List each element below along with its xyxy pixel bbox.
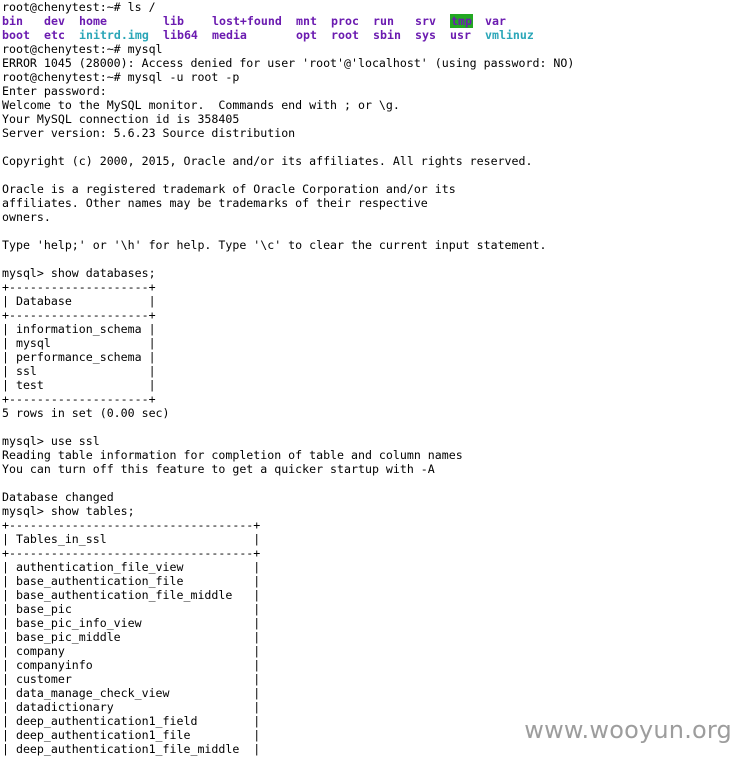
terminal-line: Enter password: — [2, 84, 107, 98]
terminal-line: | base_authentication_file | — [2, 574, 261, 588]
terminal-line: | base_authentication_file_middle | — [2, 588, 261, 602]
ls-entry: run — [373, 14, 394, 28]
ls-entry: media — [212, 28, 247, 42]
ls-entry: lib64 — [163, 28, 198, 42]
ls-entry: bin — [2, 14, 23, 28]
terminal-line: mysql> use ssl — [2, 434, 100, 448]
terminal-line: You can turn off this feature to get a quicker startup with -A — [2, 462, 435, 476]
terminal-line: root@chenytest:~# mysql -u root -p — [2, 70, 240, 84]
ls-entry: srv — [415, 14, 436, 28]
terminal-line — [2, 140, 740, 154]
ls-entry: opt — [296, 28, 317, 42]
terminal-output — [2, 42, 740, 756]
terminal-line: +-----------------------------------+ — [2, 546, 261, 560]
terminal-line: | information_schema | — [2, 322, 156, 336]
terminal-line: Oracle is a registered trademark of Oracle Corporation and/or its — [2, 182, 456, 196]
ls-output-row — [2, 28, 740, 42]
ls-output-row — [2, 14, 740, 28]
ls-entry: var — [485, 14, 506, 28]
ls-entry: etc — [44, 28, 65, 42]
terminal-line: | base_pic_info_view | — [2, 616, 261, 630]
terminal-line: | deep_authentication1_file_middle | — [2, 742, 261, 756]
ls-entry: lost+found — [212, 14, 282, 28]
terminal-line: | authentication_file_view | — [2, 560, 261, 574]
ls-entry: usr — [450, 28, 471, 42]
terminal-line: root@chenytest:~# ls / — [2, 0, 156, 14]
terminal-line: Reading table information for completion of table and column names — [2, 448, 463, 462]
terminal-line — [2, 420, 740, 434]
terminal-line: Database changed — [2, 490, 114, 504]
watermark: www.wooyun.org — [524, 716, 732, 744]
ls-entry: sbin — [373, 28, 401, 42]
terminal-line: | test | — [2, 378, 156, 392]
terminal-line: | base_pic_middle | — [2, 630, 261, 644]
terminal-line: +--------------------+ — [2, 308, 156, 322]
terminal-line: Type 'help;' or '\h' for help. Type '\c' to clear the current input statement. — [2, 238, 547, 252]
terminal-line: | companyinfo | — [2, 658, 261, 672]
ls-entry: sys — [415, 28, 436, 42]
ls-entry: initrd.img — [79, 28, 149, 42]
terminal-line: +--------------------+ — [2, 392, 156, 406]
ls-entry: vmlinuz — [485, 28, 534, 42]
terminal-window[interactable] — [2, 0, 740, 758]
ls-entry: root — [331, 28, 359, 42]
terminal-line: Your MySQL connection id is 358405 — [2, 112, 240, 126]
terminal-line — [2, 476, 740, 490]
terminal-line: Copyright (c) 2000, 2015, Oracle and/or its affiliates. All rights reserved. — [2, 154, 533, 168]
terminal-line — [2, 168, 740, 182]
terminal-line: | datadictionary | — [2, 700, 261, 714]
terminal-line: | performance_schema | — [2, 350, 156, 364]
ls-entry: proc — [331, 14, 359, 28]
terminal-line: | company | — [2, 644, 261, 658]
terminal-line: root@chenytest:~# mysql — [2, 42, 163, 56]
terminal-line: | mysql | — [2, 336, 156, 350]
terminal-line: +-----------------------------------+ — [2, 518, 261, 532]
terminal-line: | base_pic | — [2, 602, 261, 616]
terminal-line: +--------------------+ — [2, 280, 156, 294]
terminal-line: | deep_authentication1_file | — [2, 728, 261, 742]
ls-entry: boot — [2, 28, 30, 42]
terminal-line: | Database | — [2, 294, 156, 308]
ls-entry: dev — [44, 14, 65, 28]
terminal-line: | customer | — [2, 672, 261, 686]
terminal-line: mysql> show databases; — [2, 266, 156, 280]
terminal-line: | deep_authentication1_field | — [2, 714, 261, 728]
terminal-line: | data_manage_check_view | — [2, 686, 261, 700]
terminal-line — [2, 252, 740, 266]
ls-entry: lib — [163, 14, 184, 28]
terminal-line: mysql> show tables; — [2, 504, 135, 518]
terminal-line: owners. — [2, 210, 51, 224]
terminal-line: ERROR 1045 (28000): Access denied for user 'root'@'localhost' (using password: NO) — [2, 56, 575, 70]
terminal-line: | ssl | — [2, 364, 156, 378]
ls-entry: home — [79, 14, 107, 28]
terminal-line: affiliates. Other names may be trademarks of their respective — [2, 196, 428, 210]
ls-entry: tmp — [451, 14, 472, 28]
terminal-line — [2, 224, 740, 238]
ls-entry: mnt — [296, 14, 317, 28]
terminal-line: | Tables_in_ssl | — [2, 532, 261, 546]
terminal-line: Server version: 5.6.23 Source distribution — [2, 126, 296, 140]
terminal-line: Welcome to the MySQL monitor. Commands end with ; or \g. — [2, 98, 400, 112]
terminal-line: 5 rows in set (0.00 sec) — [2, 406, 170, 420]
